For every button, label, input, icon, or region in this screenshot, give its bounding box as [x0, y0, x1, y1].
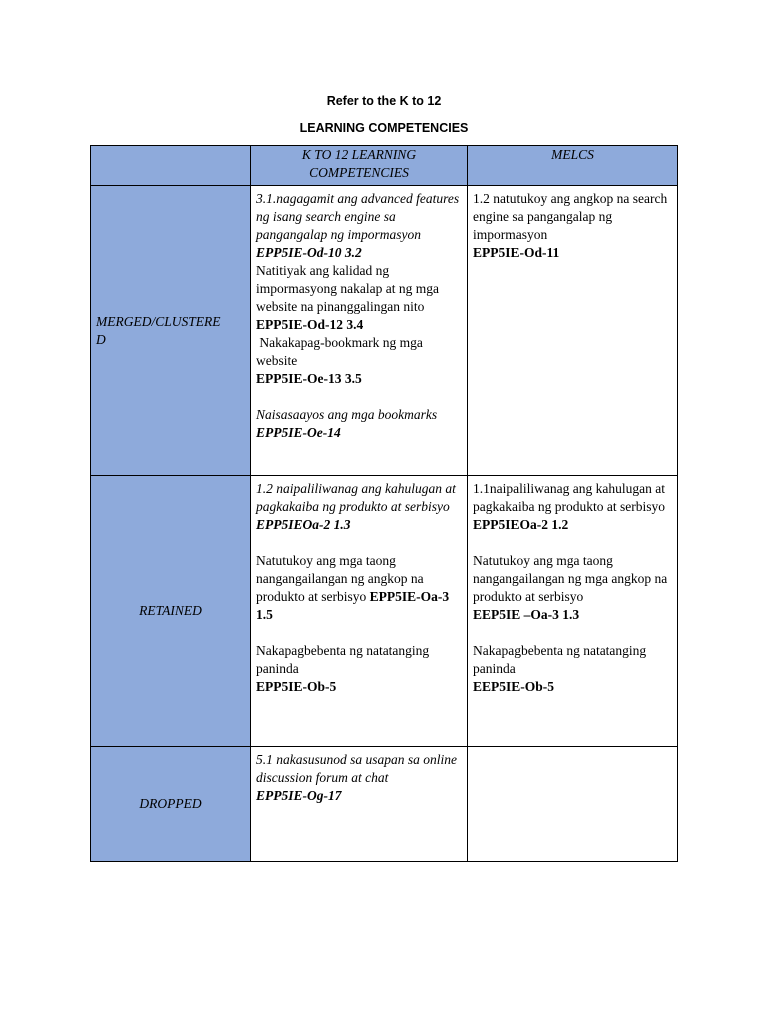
merged-k12-text-3: Nakakapag-bookmark ng mga website [256, 335, 427, 368]
merged-melcs-code-1: EPP5IE-Od-11 [473, 245, 560, 260]
table-header-row [91, 146, 678, 186]
table-row-dropped [91, 747, 678, 862]
retained-melcs-text-3: Nakapagbebenta ng natatanging paninda [473, 643, 647, 676]
table-row-retained [91, 476, 678, 747]
merged-k12-code-1: EPP5IE-Od-10 3.2 [256, 245, 362, 260]
header-melcs: MELCS [468, 146, 678, 186]
retained-k12-text-3: Nakapagbebenta ng natatanging paninda [256, 643, 430, 676]
merged-k12-code-4: EPP5IE-Oe-14 [256, 425, 341, 440]
retained-k12-code-3: EPP5IE-Ob-5 [256, 679, 337, 694]
merged-k12-code-2: EPP5IE-Od-12 3.4 [256, 317, 364, 332]
dropped-k12-text-1: 5.1 nakasusunod sa usapan sa online discussion forum at chat [256, 752, 458, 785]
dropped-k12-cell [251, 747, 468, 862]
retained-melcs-code-3: EEP5IE-Ob-5 [473, 679, 555, 694]
retained-melcs-text-1: 1.1naipaliliwanag ang kahulugan at pagkakaiba ng produkto at serbisyo [473, 481, 665, 514]
retained-k12-code-2: EPP5IE-Oa-3 1.5 [256, 589, 450, 622]
merged-k12-cell [251, 186, 468, 476]
dropped-melcs-cell [468, 747, 678, 862]
header-empty-cell [91, 146, 251, 186]
retained-melcs-code-2: EEP5IE –Oa-3 1.3 [473, 607, 580, 622]
row-label-merged-part2: D [96, 331, 106, 347]
row-label-merged [91, 186, 251, 476]
retained-k12-text-1: 1.2 naipaliliwanag ang kahulugan at pagkakaiba ng produkto at serbisyo [256, 481, 456, 514]
document-title-line-1: Refer to the K to 12 [326, 94, 442, 108]
merged-k12-code-3: EPP5IE-Oe-13 3.5 [256, 371, 362, 386]
dropped-k12-code-1: EPP5IE-Og-17 [256, 788, 342, 803]
competencies-table [90, 145, 678, 862]
row-label-dropped: DROPPED [91, 747, 251, 862]
retained-melcs-cell [468, 476, 678, 747]
row-label-retained: RETAINED [91, 476, 251, 747]
retained-melcs-code-1: EPP5IEOa-2 1.2 [473, 517, 569, 532]
merged-k12-text-4: Naisasaayos ang mga bookmarks [256, 407, 438, 422]
header-k12-competencies: K TO 12 LEARNING COMPETENCIES [251, 146, 468, 186]
document-title-line-2: LEARNING COMPETENCIES [299, 121, 469, 135]
merged-k12-text-2: Natitiyak ang kalidad ng impormasyong nakalap at ng mga website na pinanggalingan nito [256, 263, 439, 314]
merged-k12-text-1: 3.1.nagagamit ang advanced features ng isang search engine sa pangangalap ng impormasyon [256, 191, 460, 242]
retained-k12-code-1: EPP5IEOa-2 1.3 [256, 517, 351, 532]
table-row-merged [91, 186, 678, 476]
retained-k12-cell [251, 476, 468, 747]
merged-melcs-text-1: 1.2 natutukoy ang angkop na search engine sa pangangalap ng impormasyon [473, 191, 668, 242]
retained-k12-text-2: Natutukoy ang mga taong nangangailangan ng angkop na produkto at serbisyo [256, 553, 427, 604]
retained-melcs-text-2: Natutukoy ang mga taong nangangailangan ng mga angkop na produkto at serbisyo [473, 553, 668, 604]
retained-k12-para-2 [256, 552, 462, 624]
row-label-merged-part1: MERGED/CLUSTERE [96, 313, 221, 329]
merged-melcs-cell [468, 186, 678, 476]
